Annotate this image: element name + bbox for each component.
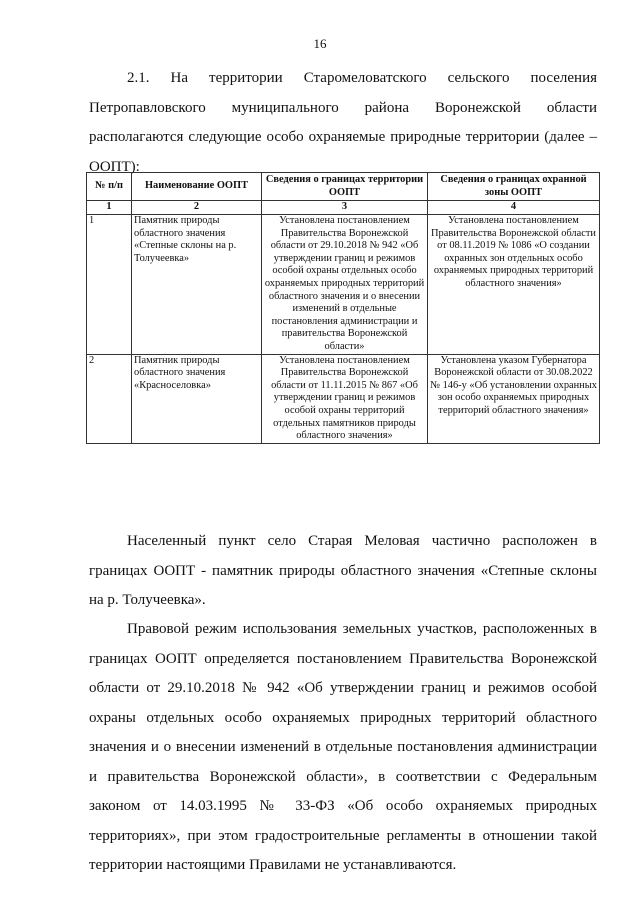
legal-regime-text: Правовой режим использования земельных участков, расположенных в границах ООПТ определяется постановлением Правительства Воронежской области от 29.10.2018 № 942 «Об утверждении границ и режимов особой охраны отдельных особо охраняемых природных территорий областного значения и о внесении изменений в отдельные постановления администрации и правительства Воронежской области», в соответствии с Федеральным законом от 14.03.1995 № 33-ФЗ «Об особо охраняемых природных территориях», при этом градостроительные регламенты в отношении такой территории настоящими Правилами не устанавливаются. bbox=[89, 621, 597, 873]
intro-paragraph bbox=[89, 64, 597, 182]
row-number: 2 bbox=[87, 354, 132, 443]
boundaries-info: Установлена постановлением Правительства Воронежской области от 11.11.2015 № 867 «Об утверждении границ и режимов особой охраны территорий отдельных памятников природы областного значения» bbox=[262, 354, 428, 443]
header-name: Наименование ООПТ bbox=[132, 173, 262, 201]
page-number: 16 bbox=[313, 36, 327, 51]
intro-text: 2.1. На территории Старомеловатского сельского поселения Петропавловского муниципального района Воронежской области располагаются следующие особо охраняемые природные территории (далее – ООПТ): bbox=[89, 70, 597, 175]
column-number: 1 bbox=[87, 201, 132, 215]
column-number: 2 bbox=[132, 201, 262, 215]
protection-zone-info: Установлена постановлением Правительства Воронежской области от 08.11.2019 № 1086 «О создании охранных зон отдельных особо охраняемых природных территорий областного значения» bbox=[428, 215, 600, 355]
oopt-name: Памятник природы областного значения «Степные склоны на р. Толучеевка» bbox=[132, 215, 262, 355]
oopt-name: Памятник природы областного значения «Красноселовка» bbox=[132, 354, 262, 443]
table-header-row bbox=[87, 173, 600, 201]
legal-regime-paragraph bbox=[89, 615, 597, 881]
oopt-table bbox=[86, 172, 600, 444]
protection-zone-info: Установлена указом Губернатора Воронежской области от 30.08.2022 № 146-у «Об установлении охранных зон особо охраняемых природных территорий областного значения» bbox=[428, 354, 600, 443]
row-number: 1 bbox=[87, 215, 132, 355]
column-number-row bbox=[87, 201, 600, 215]
column-number: 4 bbox=[428, 201, 600, 215]
settlement-paragraph bbox=[89, 527, 597, 616]
boundaries-info: Установлена постановлением Правительства Воронежской области от 29.10.2018 № 942 «Об утверждении границ и режимов особой охраны отдельных особо охраняемых природных территорий областного значения и о внесении изменений в отдельные постановления администрации и правительства Воронежской области» bbox=[262, 215, 428, 355]
table-row bbox=[87, 354, 600, 443]
header-protection-zone: Сведения о границах охранной зоны ООПТ bbox=[428, 173, 600, 201]
settlement-text: Населенный пункт село Старая Меловая частично расположен в границах ООПТ - памятник природы областного значения «Степные склоны на р. Толучеевка». bbox=[89, 533, 597, 608]
header-boundaries: Сведения о границах территории ООПТ bbox=[262, 173, 428, 201]
column-number: 3 bbox=[262, 201, 428, 215]
table-row bbox=[87, 215, 600, 355]
header-number: № п/п bbox=[87, 173, 132, 201]
